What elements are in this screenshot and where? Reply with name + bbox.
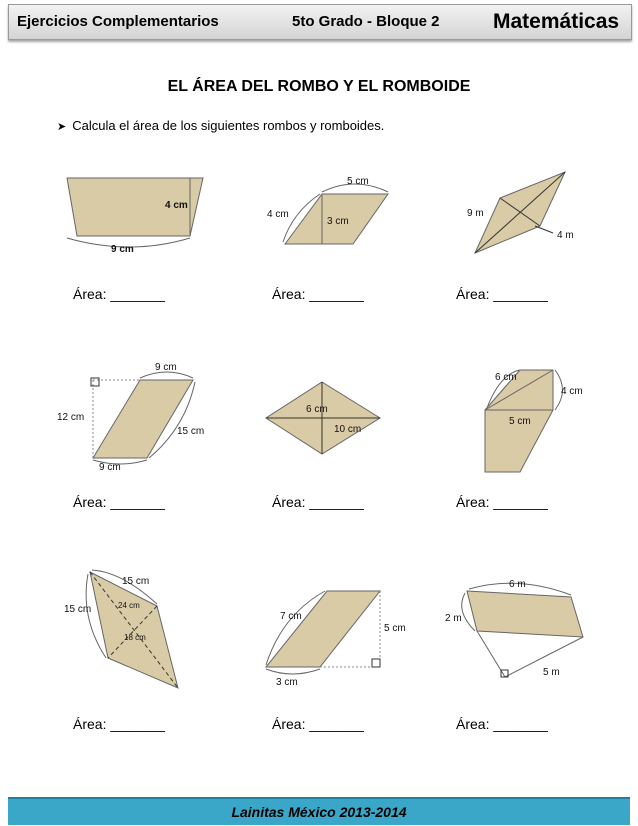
area-answer-9[interactable]: Área: _______ xyxy=(456,716,548,732)
figure-7-label-3: 24 cm xyxy=(118,601,140,610)
worksheet-header xyxy=(8,4,632,40)
figure-6-shape xyxy=(465,362,595,482)
area-answer-6[interactable]: Área: _______ xyxy=(456,494,548,510)
area-answer-7[interactable]: Área: _______ xyxy=(73,716,165,732)
footer-text: Lainitas México 2013-2014 xyxy=(231,804,407,820)
figure-2-label-1: 5 cm xyxy=(347,176,369,187)
figure-4-label-4: 9 cm xyxy=(99,462,121,473)
figure-6-label-2: 4 cm xyxy=(561,386,583,397)
figure-7-label-1: 15 cm xyxy=(122,576,150,587)
figure-5-shape xyxy=(262,378,392,458)
figure-8 xyxy=(262,585,412,690)
figure-2-label-3: 3 cm xyxy=(327,216,349,227)
figure-7-shape xyxy=(62,568,182,693)
figure-5-label-2: 10 cm xyxy=(334,424,362,435)
figure-4 xyxy=(55,358,215,473)
figure-1 xyxy=(55,168,215,258)
figure-4-label-3: 15 cm xyxy=(177,426,205,437)
area-answer-1[interactable]: Área: _______ xyxy=(73,286,165,302)
bullet-arrow-icon: ➤ xyxy=(57,121,67,133)
header-grade: 5to Grado - Bloque 2 xyxy=(292,13,440,30)
figure-4-shape xyxy=(55,358,215,473)
figure-3-label-1: 9 m xyxy=(467,208,484,219)
figure-3-shape xyxy=(455,168,585,268)
instruction xyxy=(57,118,384,133)
figure-4-label-2: 12 cm xyxy=(57,412,85,423)
header-course: Ejercicios Complementarios xyxy=(17,13,219,30)
figure-7-label-2: 15 cm xyxy=(64,604,92,615)
figure-2-label-2: 4 cm xyxy=(267,209,289,220)
area-answer-2[interactable]: Área: _______ xyxy=(272,286,364,302)
figure-9-label-3: 5 m xyxy=(543,667,560,678)
figure-3 xyxy=(455,168,585,268)
figure-8-shape xyxy=(262,585,412,690)
figure-1-shape xyxy=(55,168,215,258)
figure-9-label-1: 6 m xyxy=(509,579,526,590)
figure-6-label-3: 5 cm xyxy=(509,416,531,427)
header-subject: Matemáticas xyxy=(493,10,620,33)
figure-6-label-1: 6 cm xyxy=(495,372,517,383)
figure-8-label-2: 5 cm xyxy=(384,623,406,634)
figure-1-label-1: 4 cm xyxy=(165,200,188,211)
figure-9-shape xyxy=(443,575,593,685)
figure-5-label-1: 6 cm xyxy=(306,404,328,415)
figure-7 xyxy=(62,568,182,693)
figure-2-shape xyxy=(265,172,395,252)
figure-4-label-1: 9 cm xyxy=(155,362,177,373)
figure-5 xyxy=(262,378,392,458)
figure-3-label-2: 4 m xyxy=(557,230,574,241)
figure-8-label-3: 3 cm xyxy=(276,677,298,688)
figure-8-label-1: 7 cm xyxy=(280,611,302,622)
figure-7-label-4: 18 cm xyxy=(124,633,146,642)
instruction-text: Calcula el área de los siguientes rombos y romboides. xyxy=(72,118,385,133)
figure-9-label-2: 2 m xyxy=(445,613,462,624)
area-answer-4[interactable]: Área: _______ xyxy=(73,494,165,510)
figure-9 xyxy=(443,575,593,685)
area-answer-8[interactable]: Área: _______ xyxy=(272,716,364,732)
figure-2 xyxy=(265,172,395,252)
footer-bar xyxy=(8,797,630,825)
figure-1-label-2: 9 cm xyxy=(111,244,134,255)
figure-6 xyxy=(465,362,595,482)
page-title: EL ÁREA DEL ROMBO Y EL ROMBOIDE xyxy=(167,78,471,95)
area-answer-3[interactable]: Área: _______ xyxy=(456,286,548,302)
area-answer-5[interactable]: Área: _______ xyxy=(272,494,364,510)
